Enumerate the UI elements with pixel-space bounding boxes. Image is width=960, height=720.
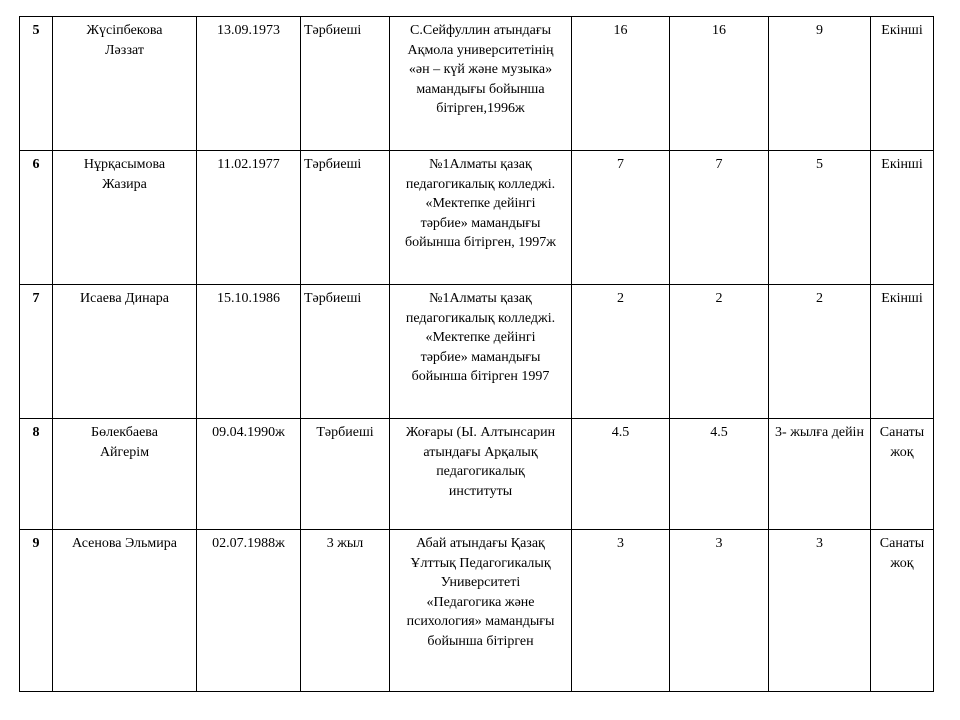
employee-name: Исаева Динара: [53, 285, 197, 419]
education: №1Алматы қазақ педагогикалық колледжі. «Мектепке дейінгі тәрбие» мамандығы бойынша бітірген, 1997ж: [390, 151, 572, 285]
birth-date: 13.09.1973: [197, 17, 301, 151]
total-experience: 4.5: [572, 419, 670, 530]
category: Санаты жоқ: [871, 419, 934, 530]
row-number: 7: [20, 285, 53, 419]
education: С.Сейфуллин атындағы Ақмола университетінің «ән – күй және музыка» мамандығы бойынша бітірген,1996ж: [390, 17, 572, 151]
row-number: 9: [20, 530, 53, 692]
position: Тәрбиеші: [301, 151, 390, 285]
pedagogical-experience: 4.5: [670, 419, 769, 530]
table-row: [20, 17, 934, 151]
birth-date: 11.02.1977: [197, 151, 301, 285]
total-experience: 2: [572, 285, 670, 419]
total-experience: 16: [572, 17, 670, 151]
table-row: [20, 151, 934, 285]
pedagogical-experience: 7: [670, 151, 769, 285]
education: Жоғары (Ы. Алтынсарин атындағы Арқалық педагогикалық институты: [390, 419, 572, 530]
local-experience: 3- жылға дейін: [769, 419, 871, 530]
education: №1Алматы қазақ педагогикалық колледжі. «Мектепке дейінгі тәрбие» мамандығы бойынша бітірген 1997: [390, 285, 572, 419]
birth-date: 15.10.1986: [197, 285, 301, 419]
local-experience: 5: [769, 151, 871, 285]
table-row: [20, 285, 934, 419]
local-experience: 2: [769, 285, 871, 419]
category: Екінші: [871, 17, 934, 151]
position: Тәрбиеші: [301, 285, 390, 419]
category: Санаты жоқ: [871, 530, 934, 692]
staff-table: [19, 16, 934, 692]
employee-name: Нұрқасымова Жазира: [53, 151, 197, 285]
local-experience: 3: [769, 530, 871, 692]
row-number: 8: [20, 419, 53, 530]
category: Екінші: [871, 151, 934, 285]
total-experience: 3: [572, 530, 670, 692]
row-number: 6: [20, 151, 53, 285]
row-number: 5: [20, 17, 53, 151]
position: Тәрбиеші: [301, 419, 390, 530]
pedagogical-experience: 16: [670, 17, 769, 151]
pedagogical-experience: 3: [670, 530, 769, 692]
education: Абай атындағы Қазақ Ұлттық Педагогикалық Университеті «Педагогика және психология» мамандығы бойынша бітірген: [390, 530, 572, 692]
employee-name: Жүсіпбекова Ләззат: [53, 17, 197, 151]
table-row: [20, 530, 934, 692]
employee-name: Бөлекбаева Айгерім: [53, 419, 197, 530]
category: Екінші: [871, 285, 934, 419]
position: 3 жыл: [301, 530, 390, 692]
pedagogical-experience: 2: [670, 285, 769, 419]
table-row: [20, 419, 934, 530]
birth-date: 02.07.1988ж: [197, 530, 301, 692]
employee-name: Асенова Эльмира: [53, 530, 197, 692]
local-experience: 9: [769, 17, 871, 151]
total-experience: 7: [572, 151, 670, 285]
birth-date: 09.04.1990ж: [197, 419, 301, 530]
position: Тәрбиеші: [301, 17, 390, 151]
